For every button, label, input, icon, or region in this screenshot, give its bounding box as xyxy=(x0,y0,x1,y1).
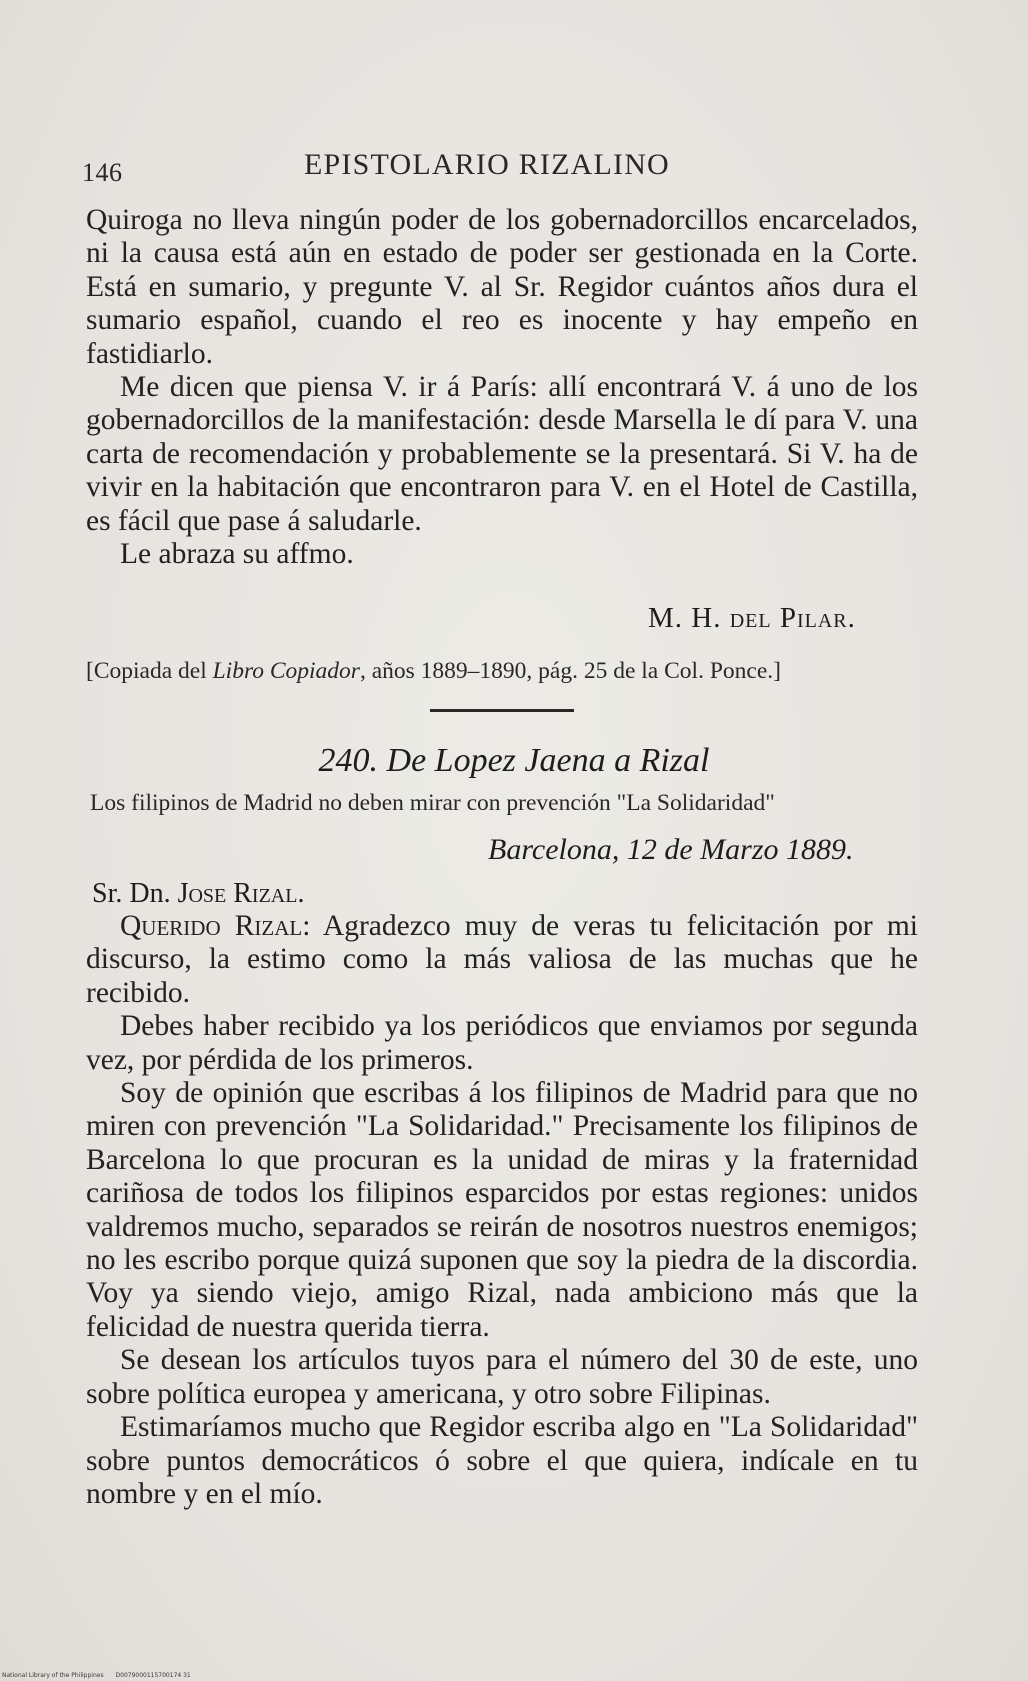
paragraph: Estimaríamos mucho que Regidor escriba algo en "La Solidaridad" sobre puntos democráticos ó sobre el que quiera, indícale en tu nombre y en el mío. xyxy=(86,1411,918,1510)
addressee xyxy=(92,878,304,910)
letter-body xyxy=(86,910,918,1511)
letter-title: 240. De Lopez Jaena a Rizal xyxy=(318,742,710,779)
addressee-title: Sr. Dn. xyxy=(92,878,171,909)
running-title: EPISTOLARIO RIZALINO xyxy=(304,148,670,181)
scan-footer xyxy=(2,1672,201,1679)
paragraph xyxy=(86,910,918,1010)
section-divider xyxy=(430,709,574,712)
signature-name: del Pilar. xyxy=(729,602,856,634)
dateline: Barcelona, 12 de Marzo 1889. xyxy=(488,833,854,866)
previous-letter-body xyxy=(86,204,918,571)
letter-summary: Los filipinos de Madrid no deben mirar con prevención "La Solidaridad" xyxy=(90,790,775,816)
source-note-text: , años 1889–1890, pág. 25 de la Col. Ponce.] xyxy=(359,658,781,684)
paragraph-text: Agradezco muy de veras tu felicitación por mi discurso, la estimo como la más valiosa de las muchas que he recibido. xyxy=(86,910,918,1009)
source-book-title: Libro Copiador xyxy=(212,658,360,684)
scan-code: D0079000115700174 31 xyxy=(115,1672,191,1679)
addressee-name: Jose Rizal. xyxy=(177,878,305,909)
signature xyxy=(648,602,856,635)
paragraph: Debes haber recibido ya los periódicos que enviamos por segunda vez, por pérdida de los primeros. xyxy=(86,1010,918,1076)
source-note-text: [Copiada del xyxy=(86,658,213,684)
paragraph: Soy de opinión que escribas á los filipinos de Madrid para que no miren con prevención "La Solidaridad." Precisamente los filipinos de Barcelona lo que procuran es la unidad de miras y la fraternidad cariñosa de todos los filipinos esparcidos por estas regiones: unidos valdremos mucho, separados se reirán de nosotros nuestros enemigos; no les escribo porque quizá suponen que soy la piedra de la discordia. Voy ya siendo viejo, amigo Rizal, nada ambiciono más que la felicidad de nuestra querida tierra. xyxy=(86,1077,918,1343)
page-header xyxy=(82,148,922,192)
signature-initials: M. H. xyxy=(648,602,722,634)
page-number: 146 xyxy=(82,158,123,187)
closing-line: Le abraza su affmo. xyxy=(120,538,354,571)
paragraph: Se desean los artículos tuyos para el número del 30 de este, uno sobre política europea y americana, y otro sobre Filipinas. xyxy=(86,1344,918,1410)
source-note xyxy=(86,658,926,685)
greeting: Querido Rizal: xyxy=(120,910,311,942)
paragraph: Me dicen que piensa V. ir á París: allí encontrará V. á uno de los gobernadorcillos de la manifestación: desde Marsella le dí para V. una carta de recomendación y probablemente se la presentará. Si V. ha de vivir en la habitación que encontraron para V. en el Hotel de Castilla, es fácil que pase á saludarle. xyxy=(86,371,918,537)
library-credit: National Library of the Philippines xyxy=(2,1672,104,1679)
paragraph: Quiroga no lleva ningún poder de los gobernadorcillos encarcelados, ni la causa está aún en estado de poder ser gestionada en la Corte. Está en sumario, y pregunte V. al Sr. Regidor cuántos años dura el sumario español, cuando el reo es inocente y hay empeño en fastidiarlo. xyxy=(86,204,918,370)
